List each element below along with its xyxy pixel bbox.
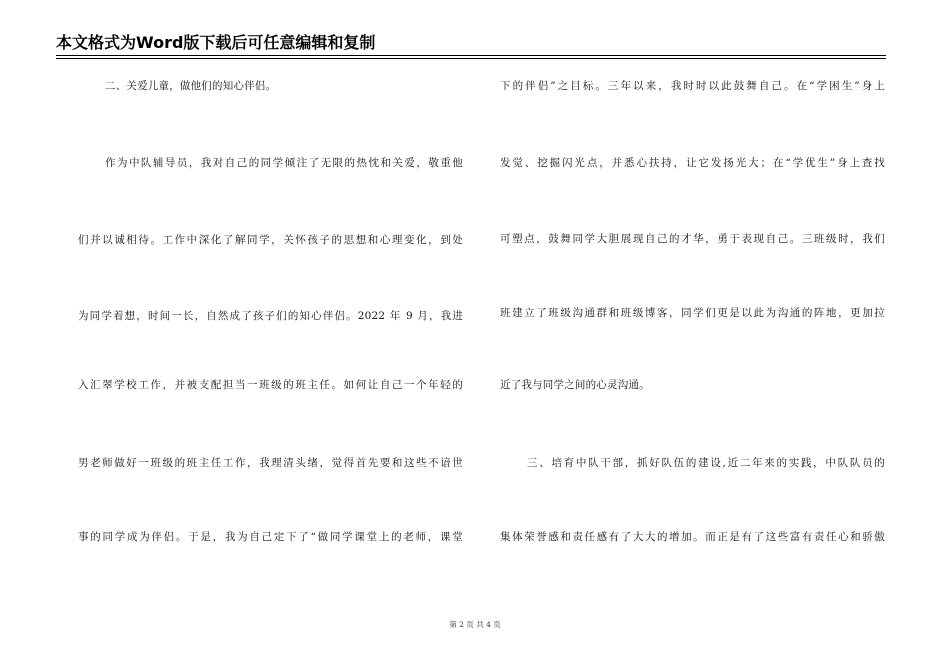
text-line: 入汇翠学校工作，并被支配担当一班级的班主任。如何让自己一个年轻的 — [78, 379, 463, 391]
text-line: 下的伴侣”之目标。三年以来，我时时以此鼓舞自己。在“学困生”身上 — [500, 80, 885, 92]
header-rule-bottom — [56, 58, 886, 59]
text-line: 可塑点，鼓舞同学大胆展现自己的才华，勇于表现自己。三班级时，我们 — [500, 233, 885, 245]
text-line: 集体荣誉感和责任感有了大大的增加。而正是有了这些富有责任心和骄傲 — [500, 531, 885, 543]
text-line: 三、培育中队干部，抓好队伍的建设,近二年来的实践，中队队员的 — [527, 457, 885, 469]
text-line: 班建立了班级沟通群和班级博客，同学们更是以此为沟通的阵地，更加拉 — [500, 307, 885, 319]
document-header-title: 本文格式为Word版下载后可任意编辑和复制 — [56, 33, 376, 52]
page-number: 第 2 页 共 4 页 — [449, 620, 501, 629]
text-line: 为同学着想，时间一长，自然成了孩子们的知心伴侣。2022 年 9 月，我进 — [78, 310, 463, 322]
text-line: 二、关爱儿童，做他们的知心伴侣。 — [105, 80, 277, 92]
text-line: 们并以诚相待。工作中深化了解同学，关怀孩子的思想和心理变化，到处 — [78, 234, 463, 246]
text-line: 作为中队辅导员，我对自己的同学倾注了无限的热忱和关爱，敬重他 — [105, 157, 463, 169]
header-rule-top — [56, 55, 886, 56]
text-line: 事的同学成为伴侣。于是，我为自己定下了“做同学课堂上的老师，课堂 — [78, 531, 463, 543]
text-line: 发觉、挖掘闪光点，并悉心扶持，让它发扬光大；在“学优生”身上查找 — [500, 157, 885, 169]
text-line: 男老师做好一班级的班主任工作，我理清头绪，觉得首先要和这些不谙世 — [78, 457, 463, 469]
text-line: 近了我与同学之间的心灵沟通。 — [500, 379, 650, 391]
